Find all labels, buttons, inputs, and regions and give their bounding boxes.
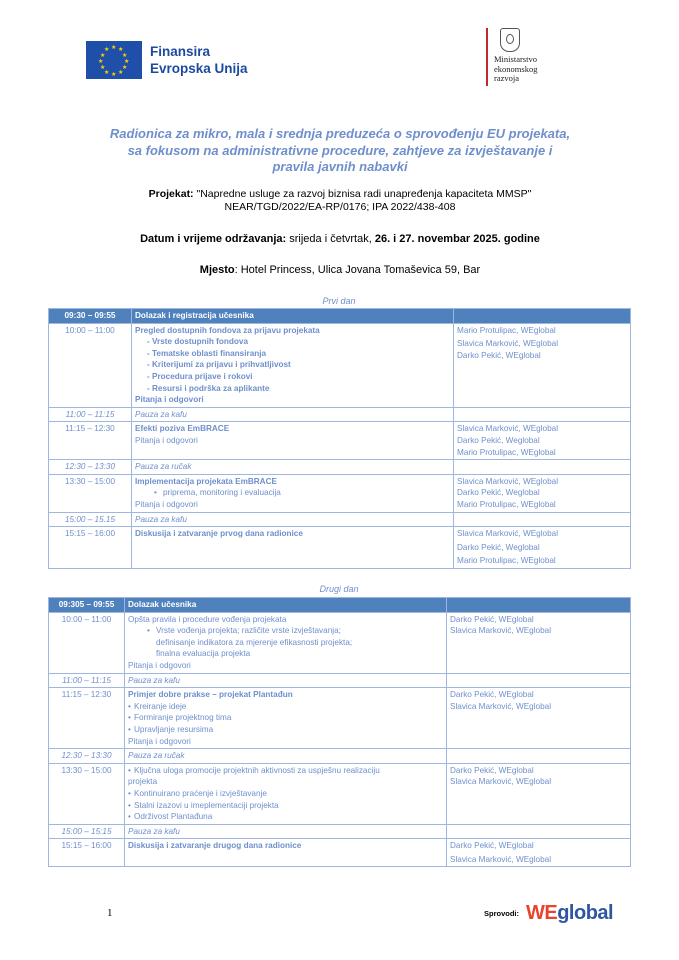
- time-cell: 12:30 – 13:30: [49, 749, 125, 764]
- list-item: Vrste vođenja projekta; različite vrste izvještavanja;: [156, 626, 341, 636]
- break-label: Pauza za kafu: [125, 824, 447, 839]
- ministry-divider: [486, 28, 488, 86]
- coat-of-arms-icon: [500, 28, 520, 52]
- speaker: Slavica Marković, WEglobal: [457, 476, 559, 486]
- table-row: [49, 598, 631, 613]
- session-cell: [125, 612, 447, 673]
- venue-label: Mjesto: [199, 264, 235, 276]
- speaker: Darko Pekić, WEglobal: [450, 614, 534, 624]
- speaker-cell: [454, 460, 631, 475]
- break-label: Pauza za kafu: [125, 673, 447, 688]
- speaker: Mario Protulipac, WEglobal: [457, 447, 556, 457]
- bullet-icon: •: [128, 800, 131, 810]
- break-label: Pauza za ručak: [125, 749, 447, 764]
- speaker: Slavica Marković, WEglobal: [450, 626, 552, 636]
- bullet-icon: •: [147, 626, 150, 636]
- speaker: Darko Pekić, Weglobal: [457, 435, 540, 445]
- speaker-cell: [454, 323, 631, 407]
- speaker: Darko Pekić, Weglobal: [457, 542, 540, 552]
- bullet-icon: •: [128, 765, 131, 775]
- speaker: Slavica Marković, WEglobal: [450, 777, 552, 787]
- speaker-cell: [447, 824, 631, 839]
- table-row: [49, 749, 631, 764]
- speaker: Slavica Marković, WEglobal: [450, 854, 552, 864]
- list-item: Kontinuirano praćenje i izvještavanje: [134, 788, 267, 798]
- day2-label: Drugi dan: [319, 584, 359, 594]
- implementer-label: Sprovodi:: [484, 909, 519, 918]
- break-label: Pauza za kafu: [132, 407, 454, 422]
- bullet-icon: •: [128, 724, 131, 734]
- session-title: Implementacija projekata EmBRACE: [135, 476, 277, 486]
- event-date: [60, 233, 620, 245]
- eu-flag-icon: ★ ★ ★ ★ ★ ★ ★ ★ ★ ★ ★ ★: [86, 41, 142, 79]
- list-item: definisanje indikatora za mjerenje efikasnosti projekta;: [156, 637, 353, 647]
- break-label: Pauza za kafu: [132, 512, 454, 527]
- break-label: Pauza za ručak: [132, 460, 454, 475]
- list-item: Kreiranje ideje: [134, 701, 187, 711]
- speaker-cell: [454, 422, 631, 460]
- list-item: Održivost Plantađuna: [134, 812, 213, 822]
- event-venue: [60, 264, 620, 276]
- qa-label: Pitanja i odgovori: [128, 660, 191, 670]
- session-title: Diskusija i zatvaranje drugog dana radionice: [128, 841, 302, 851]
- speaker: Mario Protulipac, WEglobal: [457, 556, 556, 566]
- title-line2: sa fokusom na administrativne procedure, zahtjeve za izvještavanje i: [127, 142, 553, 158]
- table-row: [49, 323, 631, 407]
- speaker-cell: [447, 673, 631, 688]
- time-cell: 15:00 – 15.15: [49, 512, 132, 527]
- table-row: [49, 309, 631, 324]
- session-cell: [132, 422, 454, 460]
- project-info: [90, 188, 590, 214]
- qa-label: Pitanja i odgovori: [128, 736, 191, 746]
- speaker: Slavica Marković, WEglobal: [457, 529, 559, 539]
- speaker: Darko Pekić, WEglobal: [450, 765, 534, 775]
- list-item: - Kriterijumi za prijavu i prihvatljivost: [135, 359, 450, 371]
- speaker-cell: [454, 309, 631, 324]
- list-item: finalna evaluacija projekta: [156, 649, 251, 659]
- table-row: [49, 527, 631, 569]
- ministry-line2: ekonomskog: [494, 63, 538, 74]
- bullet-icon: •: [154, 488, 157, 498]
- workshop-title: [90, 126, 590, 176]
- list-item: priprema, monitoring i evaluacija: [163, 488, 281, 498]
- table-row: [49, 673, 631, 688]
- page-number: 1: [107, 907, 113, 919]
- speaker: Mario Protulipac, WEglobal: [457, 499, 556, 509]
- time-cell: 11:00 – 11:15: [49, 407, 132, 422]
- time-cell: 09:305 – 09:55: [49, 598, 125, 613]
- speaker-cell: [454, 474, 631, 512]
- day2-schedule-table: [48, 597, 631, 867]
- eu-logo-line2: Evropska Unija: [150, 61, 248, 76]
- time-cell: 11:00 – 11:15: [49, 673, 125, 688]
- ministry-logo: [486, 28, 537, 86]
- session-cell: [132, 323, 454, 407]
- speaker: Darko Pekić, WEglobal: [450, 690, 534, 700]
- list-item: Upravljanje resursima: [134, 724, 214, 734]
- list-item: Ključna uloga promocije projektnih aktivnosti za uspješnu realizaciju: [134, 765, 380, 775]
- table-row: [49, 839, 631, 867]
- qa-label: Pitanja i odgovori: [135, 395, 204, 405]
- title-line3: pravila javnih nabavki: [272, 159, 408, 174]
- table-row: [49, 688, 631, 749]
- session-title: Pregled dostupnih fondova za prijavu projekata: [135, 325, 320, 335]
- speaker-cell: [447, 612, 631, 673]
- title-line1: Radionica za mikro, mala i srednja preduzeća o sprovođenju EU projekata,: [109, 126, 571, 141]
- time-cell: 10:00 – 11:00: [49, 612, 125, 673]
- date-value: 26. i 27. novembar 2025. godine: [374, 233, 540, 245]
- ministry-line3: razvoja: [494, 73, 520, 83]
- list-item: - Vrste dostupnih fondova: [135, 336, 450, 348]
- day1-schedule-table: [48, 308, 631, 569]
- eu-logo-line1: Finansira: [150, 44, 211, 59]
- speaker-cell: [447, 749, 631, 764]
- bullet-icon: •: [128, 713, 131, 723]
- session-cell: [125, 688, 447, 749]
- project-label: Projekat:: [148, 188, 194, 200]
- speaker-cell: [454, 407, 631, 422]
- speaker-cell: [447, 688, 631, 749]
- speaker-cell: [447, 763, 631, 824]
- table-row: [49, 612, 631, 673]
- weglobal-logo-we: WE: [526, 902, 558, 924]
- list-item: projekta: [128, 777, 158, 787]
- weglobal-logo: [526, 902, 613, 925]
- speaker: Darko Pekić, WEglobal: [457, 350, 541, 360]
- speaker-cell: [447, 598, 631, 613]
- session-title: Dolazak učesnika: [125, 598, 447, 613]
- list-item: Formiranje projektnog tima: [134, 713, 232, 723]
- speaker-cell: [454, 527, 631, 569]
- table-row: [49, 763, 631, 824]
- time-cell: 10:00 – 11:00: [49, 323, 132, 407]
- time-cell: 12:30 – 13:30: [49, 460, 132, 475]
- table-row: [49, 474, 631, 512]
- list-item: - Procedura prijave i rokovi: [135, 371, 450, 383]
- session-title: Opšta pravila i procedure vođenja projekata: [128, 614, 287, 624]
- day1-label: Prvi dan: [322, 296, 356, 306]
- bullet-icon: •: [128, 788, 131, 798]
- speaker-cell: [447, 839, 631, 867]
- speaker: Slavica Marković, WEglobal: [457, 424, 559, 434]
- table-row: [49, 824, 631, 839]
- ministry-line1: Ministarstvo: [494, 54, 537, 64]
- table-row: [49, 407, 631, 422]
- time-cell: 11:15 – 12:30: [49, 422, 132, 460]
- session-title: Efekti poziva EmBRACE: [135, 424, 230, 434]
- session-cell: [125, 839, 447, 867]
- time-cell: 13:30 – 15:00: [49, 763, 125, 824]
- session-title: Diskusija i zatvaranje prvog dana radionice: [135, 529, 303, 539]
- session-cell: [132, 527, 454, 569]
- qa-label: Pitanja i odgovori: [135, 499, 198, 509]
- speaker: Darko Pekić, Weglobal: [457, 488, 540, 498]
- session-cell: [132, 474, 454, 512]
- list-item: Stalni izazovi u imeplementaciji projekta: [134, 800, 279, 810]
- bullet-icon: •: [128, 701, 131, 711]
- venue-value: : Hotel Princess, Ulica Jovana Tomaševica 59, Bar: [234, 264, 481, 276]
- date-days: srijeda i četvrtak,: [286, 233, 375, 245]
- list-item: - Resursi i podrška za aplikante: [135, 383, 450, 395]
- bullet-icon: •: [128, 812, 131, 822]
- time-cell: 15:15 – 16:00: [49, 839, 125, 867]
- speaker: Mario Protulipac, WEglobal: [457, 325, 556, 335]
- weglobal-logo-global: global: [557, 902, 614, 924]
- qa-label: Pitanja i odgovori: [135, 435, 198, 445]
- session-cell: [125, 763, 447, 824]
- implementer-logo: [484, 902, 613, 925]
- session-title: Primjer dobre prakse – projekat Plantađun: [128, 690, 293, 700]
- project-code: NEAR/TGD/2022/EA-RP/0176; IPA 2022/438-408: [224, 201, 456, 213]
- speaker-cell: [454, 512, 631, 527]
- time-cell: 15:15 – 16:00: [49, 527, 132, 569]
- table-row: [49, 460, 631, 475]
- time-cell: 15:00 – 15:15: [49, 824, 125, 839]
- date-label: Datum i vrijeme održavanja:: [140, 233, 287, 245]
- project-name: "Napredne usluge za razvoj biznisa radi unapređenja kapaciteta MMSP": [193, 188, 532, 200]
- speaker: Slavica Marković, WEglobal: [457, 339, 559, 349]
- list-item: - Tematske oblasti finansiranja: [135, 348, 450, 360]
- table-row: [49, 422, 631, 460]
- eu-logo: [86, 41, 248, 79]
- time-cell: 09:30 – 09:55: [49, 309, 132, 324]
- time-cell: 13:30 – 15:00: [49, 474, 132, 512]
- session-title: Dolazak i registracija učesnika: [132, 309, 454, 324]
- time-cell: 11:15 – 12:30: [49, 688, 125, 749]
- speaker: Darko Pekić, WEglobal: [450, 841, 534, 851]
- speaker: Slavica Marković, WEglobal: [450, 701, 552, 711]
- table-row: [49, 512, 631, 527]
